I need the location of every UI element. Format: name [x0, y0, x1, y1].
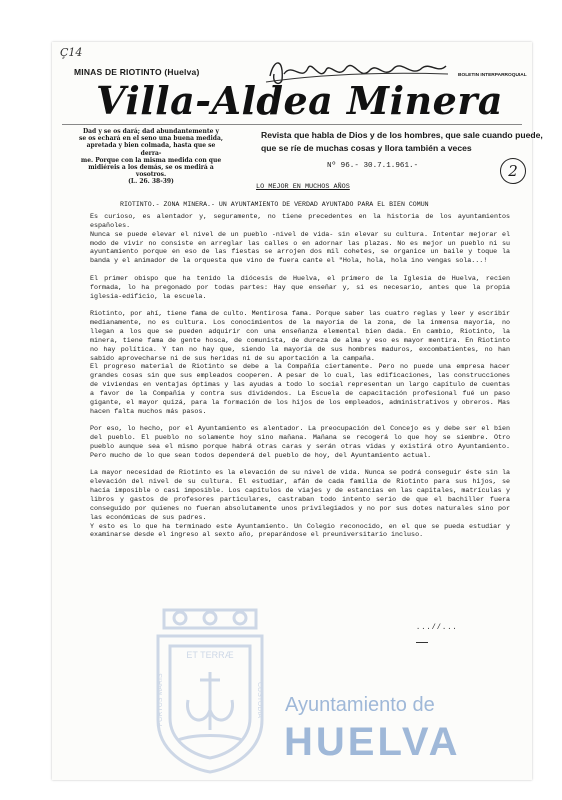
shield-motto-right: CUSTODIA: [256, 681, 263, 719]
place-name: MINAS DE RIOTINTO (Huelva): [74, 67, 200, 77]
archive-stamp: Ç14: [60, 46, 83, 59]
paragraph: Es curioso, es alentador y, seguramente, no tiene precedentes en la historia de los ayuntamientos españoles. Nunca se puede elevar el nivel de un pueblo -nivel de vida- sin elevar su cultura. Intentar mejorar el modo de vivir no consiste en arreglar las calles o en adornar las plazas. No es mejor un pueblo ni su ayuntamiento porque en eso de las fiestas se arrojen dos mil cohetes, se organice un baile y toque la banda y el animador de la orquesta que vino de fuera cante el "Hola, hola, hola ino vengas sola...!: [90, 213, 510, 266]
watermark-line-1: Ayuntamiento de: [285, 694, 435, 716]
article-title: LO MEJOR EN MUCHOS AÑOS: [256, 183, 350, 191]
page-mark-circle: 2: [500, 158, 526, 184]
quote-line: midiéreis a los demás, se os medirá a vosotros.: [88, 164, 214, 179]
paragraph: El primer obispo que ha tenido la diócesis de Huelva, el primero de la Iglesia de Huelva, recien formada, lo ha pregonado por todas partes: Hay que enseñar y, si es necesario, antes que la propia iglesia-edificio, la escuela.: [90, 274, 510, 301]
continuation-dash: [416, 642, 428, 643]
quote-line: apretada y bien colmada, hasta que se derra-: [86, 142, 216, 157]
paragraph: La mayor necesidad de Riotinto es la elevación de su nivel de vida. Nunca se podrá conseguir éste sin la elevación del nivel de su cultura. El estudiar, afán de cada familia de Riotinto para sus hijos, se hacía imposible o casi imposible. Los capítulos de viajes y de estancias en las capitales, matrículas y libros y gastos de profesores particulares, castraban todo intento serio de que el bachiller fuera conseguido por quienes no fueran absolutamente unos privilegiados y no por sus dotes naturales sino por las económicas de sus padres. Y esto es lo que ha terminado este Ayuntamiento. Un Colegio reconocido, en el que se pueda estudiar y examinarse desde el ingreso al sexto año, preparándose el preuniversitario incluso.: [90, 469, 510, 540]
masthead-rule: [62, 124, 522, 125]
city-shield-logo: [144, 600, 276, 776]
quote-line: Dad y se os dará; dad abundantemente y: [82, 128, 220, 135]
article-body: [90, 213, 510, 549]
paragraph: Riotinto, por ahí, tiene fama de culto. Mentirosa fama. Porque saber las cuatro reglas y leer y escribir medianamente, no es cultura. Los conocimientos de la mayoría de la zona, de la inmensa mayoría, no llegan a los que se pueden adquirir con una enseñanza elemental bien dada. En cambio, Riotinto, la minera, tiene fama de gente hosca, de comunista, de dureza de alma y eso es mayor mentira. En Riotinto no hay política. Y tan no hay que, siendo la mayoría de sus hombres maduros, excombatientes, no han sabido aprovecharse ni de sus heridas ni de su aportación a la campaña. El progreso material de Riotinto se debe a la Compañía ciertamente. Pero no puede una empresa hacer grandes cosas sin que sus empleados cooperen. A pesar de lo cual, las edificaciones, las construcciones de viviendas en ventajas óptimas y las ayudas a todo lo social representan un largo capítulo de cuentas a favor de la Compañía y contra sus dividendos. La Escuela de capacitación profesional fué un paso gigante, el mayor quizá, para la formación de los hijos de los empleados, administrativos y obreros. Mas hacen falta muchos más pasos.: [90, 310, 510, 416]
masthead-title: Villa-Aldea Minera: [96, 78, 503, 123]
shield-motto-left: PORTUS MARIS: [157, 673, 164, 727]
watermark-line-2: HUELVA: [284, 720, 461, 764]
tagline: Revista que habla de Dios y de los hombres, que sale cuando puede, que se ríe de muchas cosas y llora también a veces: [261, 130, 543, 153]
scripture-quote: [76, 128, 226, 186]
continuation-mark: ...//...: [416, 624, 458, 632]
quote-line: se os echará en el seno una buena medida,: [79, 135, 223, 143]
issue-number-date: Nº 96.- 30.7.1.961.-: [327, 162, 419, 170]
quote-line: me. Porque con la misma medida con que: [80, 156, 222, 164]
paragraph: Por eso, lo hecho, por el Ayuntamiento es alentador. La preocupación del Concejo es y debe ser el bien del pueblo. El pueblo no solamente hoy sino mañana. Mañana se recogerá lo que hoy se siembre. Otro pueblo aunque sea el mismo porque habrá otras caras y serán otras vidas y existirá otro Ayuntamiento. Pero mucho de lo que sean todos dependerá del pueblo de hoy, del Ayuntamiento actual.: [90, 425, 510, 460]
quote-reference: (L. 26. 38-39): [128, 178, 174, 186]
shield-motto-top: ET TERRÆ: [186, 650, 234, 660]
bulletin-type: BOLETIN INTERPARROQUIAL: [458, 73, 527, 78]
article-subtitle: RIOTINTO.- ZONA MINERA.- UN AYUNTAMIENTO DE VERDAD AYUNTADO PARA EL BIEN COMUN: [120, 201, 429, 208]
